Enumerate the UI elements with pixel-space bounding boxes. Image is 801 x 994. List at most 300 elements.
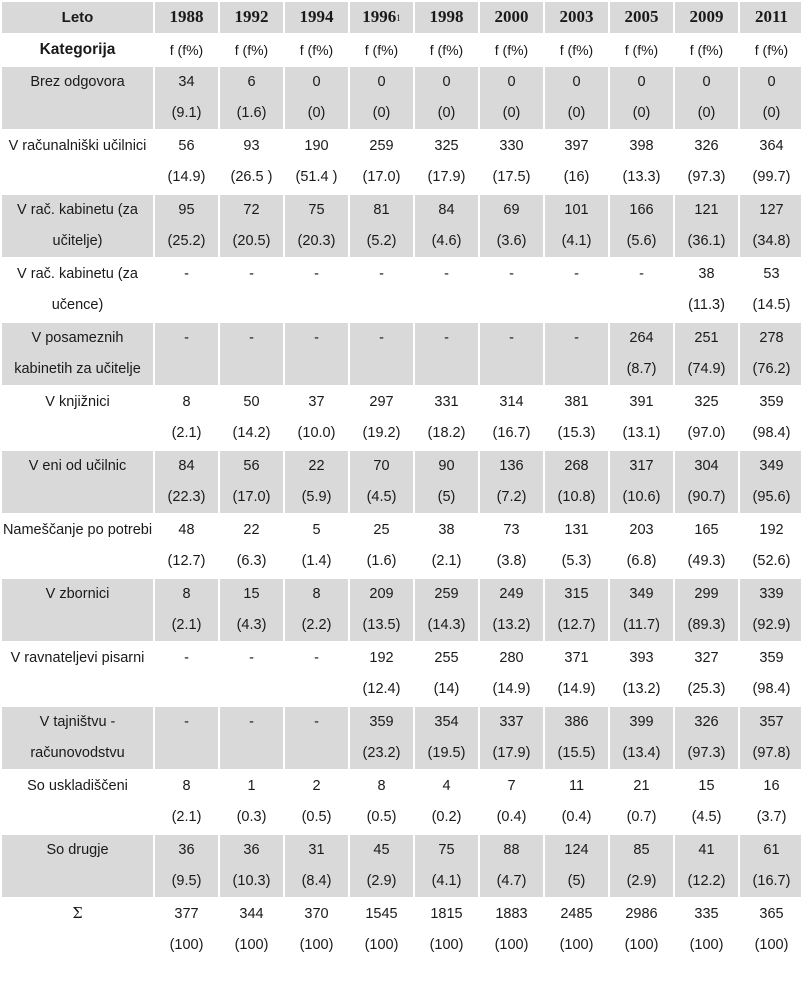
frequency-value: 397: [564, 138, 589, 154]
value-cell: [220, 259, 283, 321]
frequency-value: 84: [178, 458, 195, 474]
value-cell: [285, 195, 348, 257]
value-cell: [415, 515, 478, 577]
percent-value: (14): [433, 681, 460, 697]
frequency-value: 359: [369, 714, 394, 730]
value-cell: [415, 195, 478, 257]
value-cell: [415, 835, 478, 897]
value-cell: [155, 579, 218, 641]
frequency-value: 297: [369, 394, 394, 410]
percent-value: [285, 354, 348, 385]
table-row: [2, 899, 801, 965]
percent-value: (0.4): [496, 809, 527, 825]
percent-value: (49.3): [687, 553, 726, 569]
value-cell: [155, 387, 218, 449]
percent-value: (34.8): [752, 233, 791, 249]
percent-value: (0.2): [431, 809, 462, 825]
percent-value: (11.7): [623, 617, 660, 633]
percent-value: (0.5): [301, 809, 332, 825]
frequency-value: -: [379, 266, 384, 282]
percent-value: (4.7): [496, 873, 527, 889]
percent-value: (1.4): [301, 553, 332, 569]
frequency-value: 81: [373, 202, 390, 218]
frequency-value: 8: [182, 586, 191, 602]
percent-value: (1.6): [236, 105, 267, 121]
percent-value: (6.3): [236, 553, 267, 569]
percent-value: (8.4): [301, 873, 332, 889]
value-cell: [480, 515, 543, 577]
percent-value: (12.4): [362, 681, 401, 697]
frequency-value: 278: [759, 330, 784, 346]
frequency-value: 349: [759, 458, 784, 474]
frequency-value: -: [379, 330, 384, 346]
percent-value: (97.8): [752, 745, 791, 761]
value-cell: [545, 387, 608, 449]
percent-value: [220, 674, 283, 705]
table-row: [2, 259, 801, 321]
frequency-value: 331: [434, 394, 459, 410]
frequency-value: 5: [312, 522, 321, 538]
percent-value: (7.2): [496, 489, 527, 505]
percent-value: (13.1): [622, 425, 661, 441]
percent-value: (92.9): [752, 617, 791, 633]
value-cell: [415, 259, 478, 321]
percent-value: (5.3): [561, 553, 592, 569]
frequency-value: -: [184, 714, 189, 730]
percent-value: (12.7): [167, 553, 206, 569]
percent-value: (11.3): [688, 297, 725, 313]
value-cell: [675, 131, 738, 193]
percent-value: (14.9): [167, 169, 206, 185]
value-cell: [740, 643, 801, 705]
percent-value: (5.9): [301, 489, 332, 505]
percent-value: [545, 354, 608, 385]
frequency-value: -: [184, 650, 189, 666]
value-cell: [415, 67, 478, 129]
percent-value: (51.4 ): [295, 169, 338, 185]
value-cell: [220, 387, 283, 449]
table-row: [2, 323, 801, 385]
value-cell: [740, 131, 801, 193]
value-cell: [740, 579, 801, 641]
frequency-value: 268: [564, 458, 589, 474]
row-label: V računalniški učilnici: [2, 131, 153, 193]
percent-value: [285, 290, 348, 321]
value-cell: [740, 195, 801, 257]
percent-value: (4.1): [431, 873, 462, 889]
table-row: [2, 451, 801, 513]
value-cell: [740, 387, 801, 449]
percent-value: (4.3): [236, 617, 267, 633]
frequency-value: 6: [247, 74, 256, 90]
value-cell: [220, 835, 283, 897]
value-cell: [350, 579, 413, 641]
frequency-value: 344: [239, 906, 264, 922]
unit-header: f (f%): [675, 35, 738, 65]
value-cell: [740, 899, 801, 965]
value-cell: [675, 259, 738, 321]
value-cell: [480, 67, 543, 129]
year-header: 2003: [545, 2, 608, 33]
value-cell: [220, 515, 283, 577]
percent-value: (1.6): [366, 553, 397, 569]
table-row: [2, 131, 801, 193]
percent-value: (4.5): [691, 809, 722, 825]
value-cell: [545, 643, 608, 705]
frequency-value: -: [314, 650, 319, 666]
frequency-value: 22: [308, 458, 325, 474]
value-cell: [545, 771, 608, 833]
value-cell: [350, 707, 413, 769]
value-cell: [740, 771, 801, 833]
table-body: [2, 2, 801, 965]
percent-value: (0): [502, 105, 521, 121]
frequency-value: 21: [633, 778, 650, 794]
value-cell: [740, 259, 801, 321]
percent-value: (20.3): [297, 233, 336, 249]
value-cell: [545, 515, 608, 577]
value-cell: [675, 899, 738, 965]
sum-label: Σ: [2, 899, 153, 965]
frequency-value: 330: [499, 138, 524, 154]
subheader-row: [2, 35, 801, 65]
frequency-value: 0: [572, 74, 581, 90]
percent-value: (0.3): [236, 809, 267, 825]
frequency-value: 365: [759, 906, 784, 922]
percent-value: (98.4): [752, 681, 791, 697]
frequency-value: 25: [373, 522, 390, 538]
percent-value: [155, 674, 218, 705]
value-cell: [350, 259, 413, 321]
value-cell: [220, 707, 283, 769]
percent-value: (13.4): [622, 745, 661, 761]
value-cell: [740, 67, 801, 129]
value-cell: [545, 707, 608, 769]
frequency-value: 121: [694, 202, 719, 218]
frequency-value: 251: [694, 330, 719, 346]
percent-value: (17.0): [362, 169, 401, 185]
percent-value: (10.0): [297, 425, 336, 441]
frequency-value: -: [314, 330, 319, 346]
percent-value: (2.1): [171, 617, 202, 633]
percent-value: (15.5): [557, 745, 596, 761]
percent-value: (3.6): [496, 233, 527, 249]
year-header: 1988: [155, 2, 218, 33]
frequency-value: 2: [312, 778, 321, 794]
frequency-value: 0: [637, 74, 646, 90]
percent-value: (95.6): [752, 489, 791, 505]
percent-value: (52.6): [752, 553, 791, 569]
value-cell: [740, 451, 801, 513]
value-cell: [350, 195, 413, 257]
frequency-value: 255: [434, 650, 459, 666]
percent-value: (97.3): [687, 745, 726, 761]
value-cell: [220, 131, 283, 193]
value-cell: [545, 67, 608, 129]
value-cell: [220, 643, 283, 705]
unit-header: f (f%): [350, 35, 413, 65]
value-cell: [415, 451, 478, 513]
percent-value: (17.5): [492, 169, 531, 185]
frequency-value: 127: [759, 202, 784, 218]
frequency-value: 190: [304, 138, 329, 154]
percent-value: (14.3): [427, 617, 466, 633]
frequency-value: 136: [499, 458, 524, 474]
value-cell: [155, 323, 218, 385]
frequency-value: 124: [564, 842, 589, 858]
percent-value: [220, 354, 283, 385]
value-cell: [740, 835, 801, 897]
frequency-value: 4: [442, 778, 451, 794]
frequency-value: -: [249, 266, 254, 282]
unit-header: f (f%): [480, 35, 543, 65]
value-cell: [415, 323, 478, 385]
row-label: V knjižnici: [2, 387, 153, 449]
year-header: 1996$^1$: [350, 2, 413, 33]
value-cell: [675, 323, 738, 385]
value-cell: [350, 323, 413, 385]
frequency-value: 354: [434, 714, 459, 730]
value-cell: [610, 835, 673, 897]
percent-value: [155, 354, 218, 385]
value-cell: [480, 451, 543, 513]
frequency-value: 317: [629, 458, 654, 474]
unit-header: f (f%): [740, 35, 801, 65]
frequency-value: 259: [369, 138, 394, 154]
value-cell: [545, 899, 608, 965]
percent-value: (0): [372, 105, 391, 121]
percent-value: (9.5): [171, 873, 202, 889]
percent-value: (17.9): [492, 745, 531, 761]
value-cell: [610, 131, 673, 193]
percent-value: (5.6): [626, 233, 657, 249]
table-row: [2, 515, 801, 577]
percent-value: [350, 290, 413, 321]
value-cell: [350, 131, 413, 193]
value-cell: [480, 323, 543, 385]
value-cell: [285, 643, 348, 705]
frequency-value: 38: [698, 266, 715, 282]
frequency-value: 2485: [560, 906, 593, 922]
percent-value: (76.2): [752, 361, 791, 377]
frequency-value: -: [509, 266, 514, 282]
percent-value: (0): [567, 105, 586, 121]
percent-value: (15.3): [557, 425, 596, 441]
value-cell: [155, 899, 218, 965]
frequency-value: 335: [694, 906, 719, 922]
frequency-value: 61: [763, 842, 780, 858]
year-header: 2011: [740, 2, 801, 33]
frequency-value: 2986: [625, 906, 658, 922]
value-cell: [285, 451, 348, 513]
year-header: 2000: [480, 2, 543, 33]
percent-value: (13.3): [622, 169, 661, 185]
frequency-value: 314: [499, 394, 524, 410]
value-cell: [610, 899, 673, 965]
frequency-value: 8: [312, 586, 321, 602]
percent-value: [155, 290, 218, 321]
unit-header: f (f%): [285, 35, 348, 65]
value-cell: [480, 835, 543, 897]
frequency-value: 50: [243, 394, 260, 410]
frequency-value: -: [444, 330, 449, 346]
value-cell: [740, 515, 801, 577]
percent-value: (4.1): [561, 233, 592, 249]
percent-value: (5): [567, 873, 586, 889]
percent-value: (12.2): [687, 873, 726, 889]
value-cell: [610, 323, 673, 385]
frequency-value: -: [574, 266, 579, 282]
frequency-value: 0: [442, 74, 451, 90]
value-cell: [480, 387, 543, 449]
frequency-value: 325: [434, 138, 459, 154]
frequency-value: 16: [763, 778, 780, 794]
value-cell: [155, 835, 218, 897]
percent-value: [545, 290, 608, 321]
value-cell: [155, 643, 218, 705]
value-cell: [155, 707, 218, 769]
frequency-value: -: [639, 266, 644, 282]
header-row: [2, 2, 801, 33]
value-cell: [285, 579, 348, 641]
value-cell: [545, 195, 608, 257]
frequency-value: 31: [308, 842, 325, 858]
percent-value: [415, 290, 478, 321]
frequency-value: 381: [564, 394, 589, 410]
frequency-value: 53: [763, 266, 780, 282]
frequency-value: 101: [564, 202, 589, 218]
value-cell: [350, 67, 413, 129]
frequency-value: 326: [694, 714, 719, 730]
percent-value: (25.3): [687, 681, 726, 697]
value-cell: [675, 771, 738, 833]
value-cell: [610, 771, 673, 833]
percent-value: [220, 738, 283, 769]
frequency-value: 22: [243, 522, 260, 538]
value-cell: [220, 771, 283, 833]
value-cell: [610, 67, 673, 129]
value-cell: [545, 131, 608, 193]
percent-value: (0.7): [626, 809, 657, 825]
percent-value: (2.9): [626, 873, 657, 889]
frequency-value: 0: [767, 74, 776, 90]
value-cell: [285, 707, 348, 769]
percent-value: (14.9): [492, 681, 531, 697]
percent-value: (99.7): [752, 169, 791, 185]
value-cell: [415, 387, 478, 449]
value-cell: [480, 643, 543, 705]
percent-value: (13.2): [492, 617, 531, 633]
percent-value: (17.0): [232, 489, 271, 505]
frequency-value: 85: [633, 842, 650, 858]
value-cell: [480, 131, 543, 193]
table-row: [2, 195, 801, 257]
frequency-value: -: [314, 266, 319, 282]
percent-value: (100): [169, 937, 204, 953]
unit-header: f (f%): [155, 35, 218, 65]
value-cell: [350, 771, 413, 833]
frequency-value: -: [314, 714, 319, 730]
value-cell: [675, 387, 738, 449]
value-cell: [740, 323, 801, 385]
frequency-value: 8: [377, 778, 386, 794]
value-cell: [610, 707, 673, 769]
frequency-value: 1883: [495, 906, 528, 922]
percent-value: (100): [624, 937, 659, 953]
frequency-value: 8: [182, 394, 191, 410]
value-cell: [155, 67, 218, 129]
frequency-value: 75: [308, 202, 325, 218]
frequency-value: -: [249, 330, 254, 346]
percent-value: (100): [559, 937, 594, 953]
frequency-value: 72: [243, 202, 260, 218]
percent-value: (3.7): [756, 809, 787, 825]
percent-value: (36.1): [687, 233, 726, 249]
value-cell: [155, 195, 218, 257]
value-cell: [220, 323, 283, 385]
frequency-value: 393: [629, 650, 654, 666]
value-cell: [610, 579, 673, 641]
frequency-value: 88: [503, 842, 520, 858]
value-cell: [675, 67, 738, 129]
percent-value: (0): [762, 105, 781, 121]
percent-value: (100): [689, 937, 724, 953]
frequency-value: 48: [178, 522, 195, 538]
percent-value: (14.2): [232, 425, 271, 441]
value-cell: [220, 67, 283, 129]
frequency-value: -: [249, 714, 254, 730]
frequency-value: 165: [694, 522, 719, 538]
value-cell: [415, 899, 478, 965]
frequency-value: 398: [629, 138, 654, 154]
percent-value: (16.7): [752, 873, 791, 889]
frequency-value: 36: [178, 842, 195, 858]
year-header: 1998: [415, 2, 478, 33]
frequency-value: 1: [247, 778, 256, 794]
percent-value: (2.1): [171, 425, 202, 441]
frequency-value: 203: [629, 522, 654, 538]
value-cell: [285, 387, 348, 449]
frequency-value: 45: [373, 842, 390, 858]
frequency-value: 364: [759, 138, 784, 154]
table-row: [2, 835, 801, 897]
year-header: 1994: [285, 2, 348, 33]
frequency-value: -: [444, 266, 449, 282]
value-cell: [350, 899, 413, 965]
frequency-value: 0: [507, 74, 516, 90]
frequency-value: 371: [564, 650, 589, 666]
value-cell: [220, 195, 283, 257]
value-cell: [350, 515, 413, 577]
percent-value: (2.9): [366, 873, 397, 889]
row-label: So drugje: [2, 835, 153, 897]
frequency-value: 359: [759, 394, 784, 410]
value-cell: [285, 259, 348, 321]
frequency-value: 377: [174, 906, 199, 922]
frequency-value: 56: [178, 138, 195, 154]
percent-value: (90.7): [687, 489, 726, 505]
value-cell: [220, 899, 283, 965]
percent-value: (100): [364, 937, 399, 953]
value-cell: [545, 835, 608, 897]
percent-value: [480, 354, 543, 385]
value-cell: [610, 195, 673, 257]
percent-value: (13.5): [362, 617, 401, 633]
percent-value: (6.8): [626, 553, 657, 569]
frequency-value: 349: [629, 586, 654, 602]
value-cell: [610, 451, 673, 513]
percent-value: (18.2): [427, 425, 466, 441]
